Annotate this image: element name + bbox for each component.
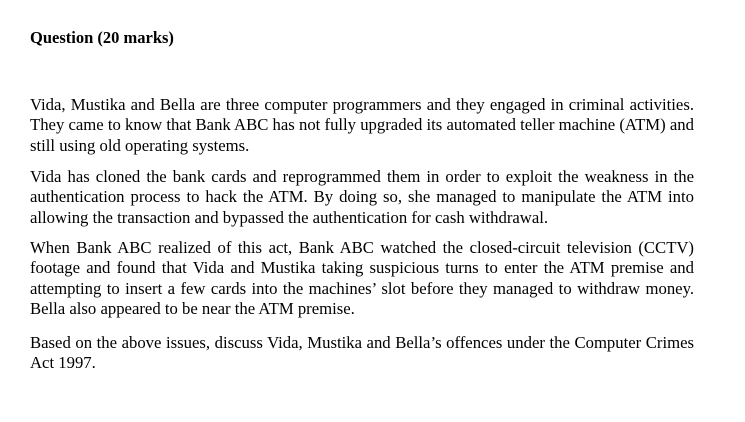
paragraph-task: Based on the above issues, discuss Vida, Mustika and Bella’s offences under the Computer Crimes Act 1997. (30, 333, 694, 373)
paragraph-vida-actions: Vida has cloned the bank cards and reprogrammed them in order to exploit the weakness in the authentication process to hack the ATM. By doing so, she managed to manipulate the ATM into allowing the transaction and bypassed the authentication for cash withdrawal. (30, 167, 694, 227)
question-heading: Question (20 marks) (30, 28, 174, 47)
paragraph-background: Vida, Mustika and Bella are three computer programmers and they engaged in criminal activities. They came to know that Bank ABC has not fully upgraded its automated teller machine (ATM) and still using old operating systems. (30, 95, 694, 155)
paragraph-cctv-findings: When Bank ABC realized of this act, Bank ABC watched the closed-circuit television (CCTV) footage and found that Vida and Mustika taking suspicious turns to enter the ATM premise and attempting to insert a few cards into the machines’ slot before they managed to withdraw money. Bella also appeared to be near the ATM premise. (30, 238, 694, 318)
